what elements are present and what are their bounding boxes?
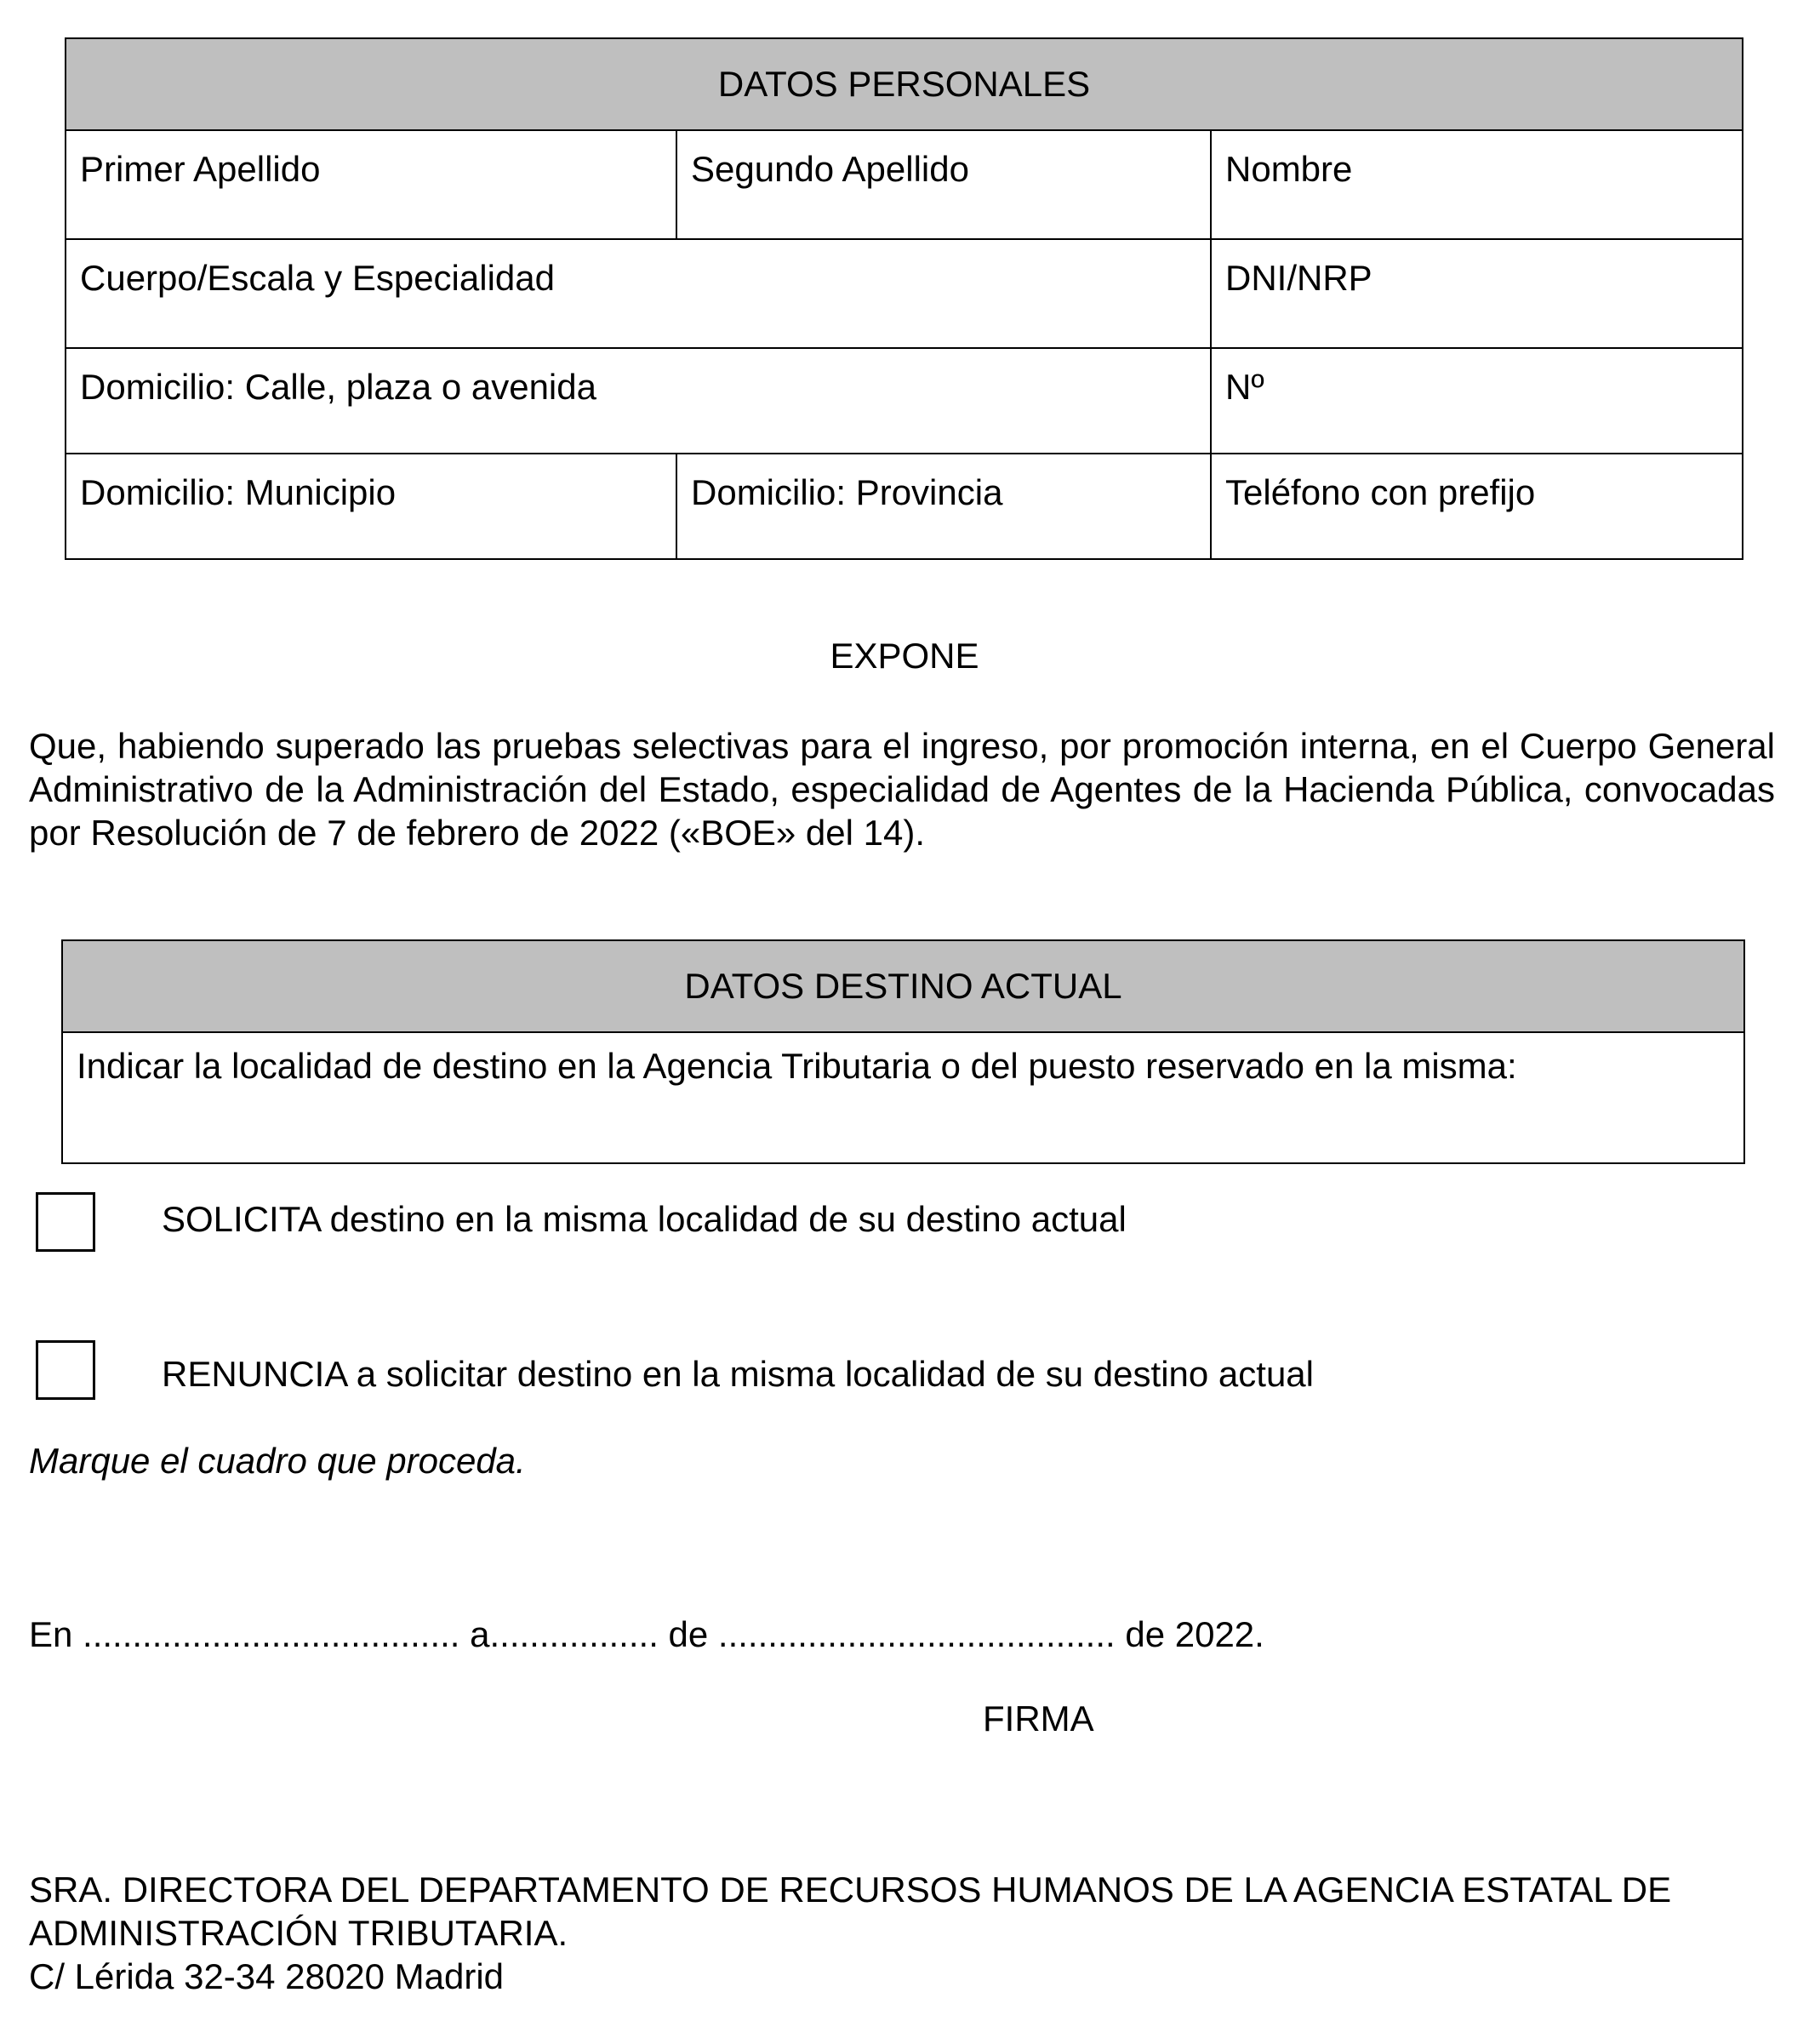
destino-indicacion-label: Indicar la localidad de destino en la Agencia Tributaria o del puesto reservado en la misma:	[77, 1046, 1517, 1086]
domicilio-calle-label: Domicilio: Calle, plaza o avenida	[80, 367, 596, 407]
instruccion-text: Marque el cuadro que proceda.	[29, 1441, 526, 1481]
expone-title: EXPONE	[830, 636, 979, 676]
numero-label: Nº	[1225, 367, 1264, 407]
destino-localidad-field[interactable]	[62, 1032, 1744, 1163]
primer-apellido-field[interactable]	[66, 130, 676, 239]
firma-label: FIRMA	[983, 1699, 1094, 1739]
solicita-label: SOLICITA destino en la misma localidad de su destino actual	[162, 1199, 1127, 1239]
personal-data-header: DATOS PERSONALES	[66, 38, 1743, 130]
cuerpo-escala-label: Cuerpo/Escala y Especialidad	[80, 258, 555, 298]
solicita-checkbox[interactable]	[36, 1192, 95, 1252]
destinatario-line2: ADMINISTRACIÓN TRIBUTARIA.	[29, 1913, 568, 1953]
cuerpo-escala-field[interactable]	[66, 239, 1211, 348]
expone-text: Que, habiendo superado las pruebas selectivas para el ingreso, por promoción interna, en el Cuerpo General Administrativo de la Administración del Estado, especialidad de Agentes de la Hacienda Pública, convocadas por Resolución de 7 de febrero de 2022 («BOE» del 14).	[29, 726, 1775, 853]
domicilio-municipio-label: Domicilio: Municipio	[80, 472, 397, 512]
destinatario-line1: SRA. DIRECTORA DEL DEPARTAMENTO DE RECURSOS HUMANOS DE LA AGENCIA ESTATAL DE	[29, 1870, 1672, 1910]
renuncia-checkbox[interactable]	[36, 1340, 95, 1400]
segundo-apellido-field[interactable]	[676, 130, 1211, 239]
domicilio-provincia-label: Domicilio: Provincia	[691, 472, 1003, 512]
dni-nrp-field[interactable]	[1211, 239, 1743, 348]
domicilio-calle-field[interactable]	[66, 348, 1211, 454]
domicilio-municipio-field[interactable]	[66, 454, 676, 559]
segundo-apellido-label: Segundo Apellido	[691, 149, 969, 189]
telefono-label: Teléfono con prefijo	[1225, 472, 1536, 512]
personal-data-table	[65, 37, 1743, 560]
telefono-field[interactable]	[1211, 454, 1743, 559]
domicilio-provincia-field[interactable]	[676, 454, 1211, 559]
numero-field[interactable]	[1211, 348, 1743, 454]
destinatario-line3: C/ Lérida 32-34 28020 Madrid	[29, 1956, 505, 1996]
dni-nrp-label: DNI/NRP	[1225, 258, 1372, 298]
nombre-field[interactable]	[1211, 130, 1743, 239]
renuncia-label: RENUNCIA a solicitar destino en la misma localidad de su destino actual	[162, 1354, 1314, 1394]
destino-actual-table	[61, 939, 1745, 1164]
primer-apellido-label: Primer Apellido	[80, 149, 321, 189]
destino-actual-header: DATOS DESTINO ACTUAL	[62, 940, 1744, 1032]
fecha-linea: En ...................................... a................. de ........................................ de 2022.	[29, 1614, 1264, 1654]
nombre-label: Nombre	[1225, 149, 1353, 189]
